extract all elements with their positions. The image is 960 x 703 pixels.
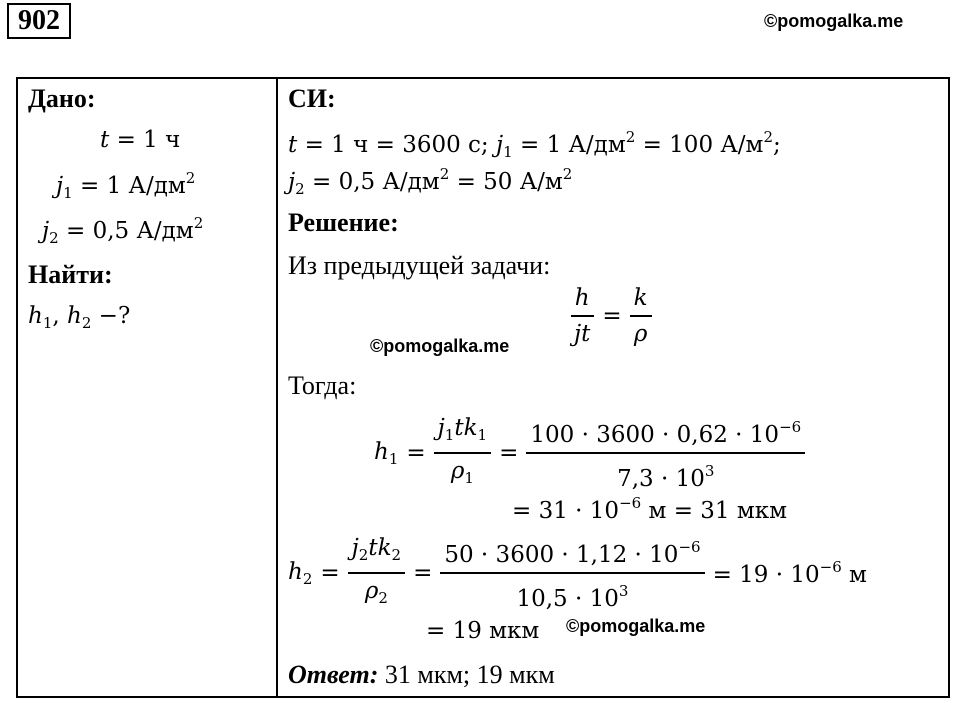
h2-result-exp: −6	[819, 558, 842, 576]
solution-heading: Решение:	[288, 208, 399, 237]
h2-result	[713, 558, 867, 588]
equals-sign: =	[406, 440, 426, 466]
h2-result-tail: м	[841, 562, 867, 588]
answer-text: 31 мкм; 19 мкм	[378, 660, 555, 689]
si-j1-m-exp: 2	[763, 128, 773, 146]
si-line1-end: ;	[773, 132, 781, 158]
problem-number: 902	[7, 3, 71, 39]
h1-numeric-fraction	[526, 412, 805, 494]
watermark-mid: ©pomogalka.me	[370, 336, 510, 356]
h1-symbolic-fraction: $\frac{j_1tk_1}{\rho_1}$	[434, 413, 491, 493]
h1-result-tail: м = 31 мкм	[641, 498, 788, 524]
h1-den-exp: 3	[704, 462, 715, 480]
h2-mkm: = 19 мкм	[426, 618, 540, 644]
solution-then: Тогда:	[288, 371, 357, 400]
base-formula	[570, 283, 652, 349]
find-tail: −?	[91, 303, 131, 329]
given-t: t = 1 ч	[100, 127, 181, 153]
given-t-value: = 1 ч	[116, 127, 181, 153]
si-j1-dm-exp: 2	[625, 128, 636, 146]
si-j2-dm-exp: 2	[439, 165, 450, 183]
si-j1-m: = 100 А/м	[642, 132, 764, 158]
si-heading: СИ:	[288, 84, 336, 113]
h2-denominator: 10,5 · 10	[516, 586, 619, 612]
given-j1: $j_1 = 1$ $А/дм^2$	[56, 169, 196, 202]
given-j1-value: = 1 А/дм	[80, 173, 186, 199]
h1-result-exp: −6	[619, 494, 642, 512]
equals-sign: =	[602, 303, 622, 329]
h1-num-exp: −6	[779, 418, 802, 436]
si-j1-dm: = 1 А/дм	[519, 132, 626, 158]
answer-label: Ответ:	[288, 660, 379, 689]
h1-result-value: = 31 · 10	[512, 498, 620, 524]
given-j2-exp: 2	[193, 214, 204, 232]
equals-sign: =	[320, 560, 340, 586]
given-j2: $j_2 = 0,5$ $А/дм^2$	[42, 214, 204, 247]
given-j2-value: = 0,5 А/дм	[66, 218, 194, 244]
given-j1-exp: 2	[185, 169, 196, 187]
watermark-bottom: ©pomogalka.me	[566, 616, 706, 636]
solution-intro: Из предыдущей задачи:	[288, 251, 551, 280]
fraction-h-over-jt: $\frac{h}{jt}$	[570, 283, 594, 349]
si-line-1: t = 1 ч = 3600 с; $j_1 = 1$ $А/дм^2 = 100$ $А/м^2$;	[288, 128, 781, 161]
si-j2-m: = 50 А/м	[456, 169, 563, 195]
h1-result	[512, 494, 787, 524]
h2-den-exp: 3	[618, 582, 629, 600]
given-heading: Дано:	[28, 84, 96, 113]
h2-symbol: $h_2$	[288, 558, 313, 588]
watermark-top: ©pomogalka.me	[764, 11, 904, 31]
equals-sign: =	[499, 440, 519, 466]
find-heading: Найти:	[28, 260, 113, 289]
fraction-k-over-rho: $\frac{k}{\rho}$	[630, 283, 652, 349]
h1-formula	[374, 412, 805, 494]
h2-formula	[288, 532, 867, 614]
answer-line	[288, 660, 555, 690]
si-line-2: $j_2 = 0,5$ $А/дм^2 = 50$ $А/м^2$	[288, 165, 573, 198]
h2-numeric-fraction	[440, 532, 704, 614]
h2-symbolic-fraction: $\frac{j_2tk_2}{\rho_2}$	[348, 533, 405, 613]
h1-numerator: 100 · 3600 · 0,62 · 10	[530, 422, 780, 448]
h1-denominator: 7,3 · 10	[617, 466, 705, 492]
h1-symbol: $h_1$	[374, 438, 399, 468]
si-j2-m-exp: 2	[562, 165, 573, 183]
find-unknowns: $h_1$, $h_2$ −?	[28, 303, 131, 332]
h2-numerator: 50 · 3600 · 1,12 · 10	[444, 542, 679, 568]
h2-num-exp: −6	[678, 538, 701, 556]
equals-sign: =	[413, 560, 433, 586]
column-divider	[276, 77, 278, 698]
h2-result-value: = 19 · 10	[712, 562, 820, 588]
si-j2-dm: = 0,5 А/дм	[312, 169, 440, 195]
si-t: = 1 ч = 3600 с;	[304, 132, 489, 158]
